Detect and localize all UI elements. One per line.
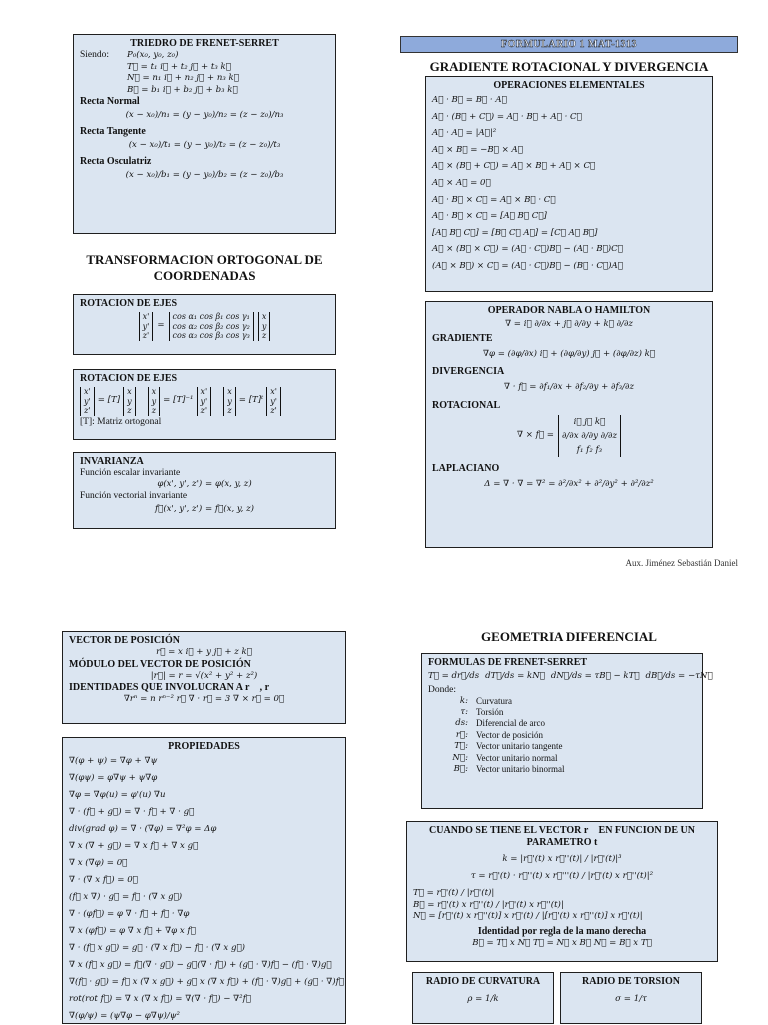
legend-description: Vector de posición (476, 729, 543, 740)
invariance-box (73, 452, 336, 529)
operation-line: A⃗ · (B⃗ + C⃗) = A⃗ · B⃗ + A⃗ · C⃗ (432, 111, 582, 122)
gradient-section-title: GRADIENTE ROTACIONAL Y DIVERGENCIA (429, 59, 709, 74)
property-line: (f⃗ x ∇) · g⃗ = f⃗ · (∇ x g⃗) (69, 892, 183, 902)
radius-torsion-title: RADIO DE TORSION (582, 976, 680, 987)
property-line: ∇(φ/ψ) = (ψ∇φ − φ∇ψ)/ψ² (69, 1011, 180, 1021)
operation-line: A⃗ × (B⃗ + C⃗) = A⃗ × B⃗ + A⃗ × C⃗ (432, 161, 596, 172)
modulus-title: MÓDULO DEL VECTOR DE POSICIÓN (69, 658, 251, 670)
properties-list (69, 753, 344, 1025)
legend-description: Vector unitario normal (476, 752, 558, 763)
position-vector-title: VECTOR DE POSICIÓN (69, 635, 180, 646)
author-credit: Aux. Jiménez Sebastián Daniel (625, 558, 738, 568)
legend-description: Vector unitario tangente (476, 741, 563, 752)
property-line: ∇(f⃗ · g⃗) = f⃗ x (∇ x g⃗) + g⃗ x (∇ x f⃗) + (f⃗ · ∇)g⃗ + (g⃗ · ∇)f⃗ (69, 977, 344, 987)
property-line: ∇ x (∇ + g⃗) = ∇ x f⃗ + ∇ x g⃗ (69, 841, 199, 851)
property-line: ∇(φψ) = φ∇ψ + ψ∇φ (69, 773, 158, 783)
property-line: rot(rot f⃗) = ∇ x (∇ x f⃗) = ∇(∇ · f⃗) − ∇²f⃗ (69, 994, 251, 1004)
frenet-legend (428, 696, 696, 776)
vector-invariant-label: Función vectorial invariante (80, 490, 188, 501)
legend-row (428, 718, 696, 729)
nabla-title: OPERADOR NABLA O HAMILTON (487, 305, 651, 316)
scalar-invariant-label: Función escalar invariante (80, 468, 181, 478)
operation-line: [A⃗ B⃗ C⃗] = [B⃗ C⃗ A⃗] = [C⃗ A⃗ B⃗] (432, 227, 598, 238)
normal-line-eq: (x − x₀)/n₁ = (y − y₀)/n₂ = (z − z₀)/n₃ (125, 110, 284, 121)
radius-torsion-eq: σ = 1/τ (615, 994, 647, 1004)
modulus-eq: |r⃗| = r = √(x² + y² + z²) (150, 670, 258, 681)
rotation-title-1: ROTACION DE EJES (80, 298, 178, 309)
identities-eq: ∇rⁿ = n rⁿ⁻² r⃗ ∇ · r⃗ = 3 ∇ × r⃗ = 0⃗ (123, 694, 285, 705)
normal-vector-def: N⃗ = n₁ i⃗ + n₂ j⃗ + n₃ k⃗ (127, 73, 239, 84)
frenet-eq-4: dB⃗/ds = −τN⃗ (645, 671, 713, 681)
operation-line: A⃗ · B⃗ × C⃗ = A⃗ × B⃗ · C⃗ (432, 194, 556, 205)
operation-line: A⃗ · B⃗ = B⃗ · A⃗ (432, 95, 507, 105)
property-line: ∇ x (f⃗ x g⃗) = f⃗(∇ · g⃗) − g⃗(∇ · f⃗) + (g⃗ · ∇)f⃗ − (f⃗ · ∇)g⃗ (69, 960, 332, 970)
elementary-operations-title: OPERACIONES ELEMENTALES (493, 80, 645, 91)
vector-invariant-eq: f⃗(x', y', z') = f⃗(x, y, z) (154, 503, 254, 514)
siendo-label: Siendo: (80, 50, 110, 60)
frenet-triedro-title: TRIEDRO DE FRENET-SERRET (130, 38, 279, 49)
legend-description: Vector unitario binormal (476, 764, 565, 775)
tangent-vector-def: T⃗ = t₁ i⃗ + t₂ j⃗ + t₃ k⃗ (127, 61, 231, 72)
operation-line: A⃗ × B⃗ = −B⃗ × A⃗ (432, 144, 523, 155)
property-line: ∇ · (f⃗ + g⃗) = ∇ · f⃗ + ∇ · g⃗ (69, 807, 195, 817)
normal-line-label: Recta Normal (80, 96, 140, 108)
transform-eq-2: = [T]⁻¹ (163, 395, 194, 406)
position-vector-box (62, 631, 346, 724)
legend-row (428, 741, 696, 752)
rotation-box-1: ROTACION DE EJES x' y' z' = cos α₁ cos β₁ cos γ₁ cos α₂ cos β₂ cos γ₂ cos α₃ cos β₃ cos γ₃ x y z (73, 294, 336, 355)
legend-description: Torsión (476, 707, 504, 717)
geometry-section-title: GEOMETRIA DIFERENCIAL (481, 629, 657, 644)
gradient-label: GRADIENTE (432, 332, 493, 344)
property-line: ∇φ = ∇φ(u) = φ'(u) ∇u (69, 790, 166, 800)
normal-param-eq: N⃗ = [r⃗'(t) x r⃗''(t)] x r⃗'(t) / |[r⃗'(t) x r⃗''(t)] x r⃗'(t)| (413, 911, 643, 922)
frenet-eq-1: T⃗ = dr⃗/ds (428, 671, 480, 681)
rotation-box-2: ROTACION DE EJES x' y' z' = [T] x y z x y z = [T]⁻¹ x' y' z' x y z = [T]ᵗ x' y' z' [T]: Matriz ortogonal (73, 369, 336, 440)
point-p0: P₀(x₀, y₀, z₀) (127, 50, 179, 60)
transform-section-title: TRANSFORMACION ORTOGONAL DE COORDENADAS (86, 252, 323, 283)
donde-label: Donde: (428, 684, 456, 695)
nabla-eq: ∇ = i⃗ ∂/∂x + j⃗ ∂/∂y + k⃗ ∂/∂z (505, 319, 633, 329)
formulario-banner: FORMULARIO 1 MAT-1313 (400, 36, 738, 53)
legend-row (428, 730, 696, 741)
radius-curvature-box (412, 972, 554, 1024)
invariance-title: INVARIANZA (80, 456, 144, 467)
scalar-invariant-eq: φ(x', y', z') = φ(x, y, z) (157, 479, 252, 489)
transform-eq-1: = [T] (97, 395, 121, 406)
legend-symbol: N⃗: (452, 752, 468, 763)
operation-line: (A⃗ × B⃗) × C⃗ = (A⃗ · C⃗)B⃗ − (B⃗ · C⃗)A⃗ (432, 260, 623, 271)
orthogonal-matrix-note: [T]: Matriz ortogonal (80, 416, 162, 427)
rotational-label: ROTACIONAL (432, 399, 501, 411)
legend-row (428, 753, 696, 764)
coords-matrix: x y z (258, 312, 271, 341)
property-line: ∇ · (φf⃗) = φ ∇ · f⃗ + f⃗ · ∇φ (69, 909, 190, 919)
direction-cosine-matrix: cos α₁ cos β₁ cos γ₁ cos α₂ cos β₂ cos γ₂ cos α₃ cos β₃ cos γ₃ (169, 312, 254, 341)
elementary-operations-list (432, 92, 706, 275)
curvature-eq: k = |r⃗'(t) x r⃗''(t)| / |r⃗'(t)|³ (502, 854, 622, 864)
right-hand-rule-eq: B⃗ = T⃗ x N⃗ T⃗ = N⃗ x B⃗ N⃗ = B⃗ x T⃗ (472, 937, 652, 948)
property-line: ∇(φ + ψ) = ∇φ + ∇ψ (69, 756, 158, 766)
torsion-eq: τ = r⃗'(t) · r⃗''(t) x r⃗'''(t) / |r⃗'(t) x r⃗''(t)|² (470, 870, 654, 881)
transform-eq-3: = [T]ᵗ (238, 395, 264, 406)
divergence-eq: ∇ · f⃗ = ∂f₁/∂x + ∂f₂/∂y + ∂f₃/∂z (504, 382, 634, 393)
radius-curvature-title: RADIO DE CURVATURA (425, 976, 541, 987)
frenet-formulas-box (421, 653, 713, 809)
legend-symbol: τ: (460, 707, 468, 717)
right-hand-rule-title: Identidad por regla de la mano derecha (477, 925, 647, 937)
gradient-eq: ∇φ = (∂φ/∂x) i⃗ + (∂φ/∂y) j⃗ + (∂φ/∂z) k⃗ (482, 348, 656, 359)
parameter-box (406, 821, 718, 962)
properties-box (62, 737, 346, 1024)
nabla-operator-box (425, 301, 713, 548)
property-line: ∇ · (∇ x f⃗) = 0⃗ (69, 875, 138, 885)
radius-torsion-box (560, 972, 702, 1024)
legend-symbol: r⃗: (455, 729, 468, 740)
property-line: ∇ x (φf⃗) = φ ∇ x f⃗ + ∇φ x f⃗ (69, 926, 196, 936)
frenet-formulas-title: FORMULAS DE FRENET-SERRET (428, 657, 588, 668)
legend-symbol: T⃗: (454, 741, 468, 752)
binormal-vector-def: B⃗ = b₁ i⃗ + b₂ j⃗ + b₃ k⃗ (127, 84, 238, 95)
binormal-param-eq: B⃗ = r⃗'(t) x r⃗''(t) / |r⃗'(t) x r⃗''(t)| (413, 899, 564, 910)
radius-curvature-eq: ρ = 1/k (467, 994, 499, 1004)
operation-line: A⃗ × A⃗ = 0⃗ (432, 177, 491, 188)
legend-symbol: ds: (455, 718, 468, 729)
osculating-line-eq: (x − x₀)/b₁ = (y − y₀)/b₂ = (z − z₀)/b₃ (125, 169, 284, 180)
laplacian-eq: Δ = ∇ · ∇ = ∇² = ∂²/∂x² + ∂²/∂y² + ∂²/∂z² (484, 478, 654, 489)
legend-row (428, 707, 696, 718)
frenet-eq-2: dT⃗/ds = kN⃗ (485, 671, 545, 681)
identities-title: IDENTIDADES QUE INVOLUCRAN A r⃗ , r (69, 682, 270, 694)
property-line: ∇ · (f⃗ x g⃗) = g⃗ · (∇ x f⃗) − f⃗ · (∇ x g⃗) (69, 943, 245, 953)
legend-row (428, 764, 696, 775)
tangent-line-eq: (x − x₀)/t₁ = (y − y₀)/t₂ = (z − z₀)/t₃ (128, 139, 281, 150)
property-line: ∇ x (∇φ) = 0⃗ (69, 858, 128, 868)
laplacian-label: LAPLACIANO (432, 462, 500, 474)
elementary-operations-box (425, 76, 713, 292)
legend-symbol: B⃗: (453, 764, 468, 775)
frenet-triedro-box (73, 34, 336, 234)
parameter-title: CUANDO SE TIENE EL VECTOR r⃗ EN FUNCION DE UN PARAMETRO t (429, 825, 695, 848)
operation-line: A⃗ × (B⃗ × C⃗) = (A⃗ · C⃗)B⃗ − (A⃗ · B⃗)C⃗ (432, 244, 623, 255)
frenet-eq-3: dN⃗/ds = τB⃗ − kT⃗ (550, 671, 640, 681)
position-vector-eq: r⃗ = x i⃗ + y j⃗ + z k⃗ (156, 647, 252, 657)
rotational-determinant: i⃗ j⃗ k⃗ ∂/∂x ∂/∂y ∂/∂z f₁ f₂ f₃ (558, 415, 621, 457)
tangent-param-eq: T⃗ = r⃗'(t) / |r⃗'(t)| (413, 888, 495, 899)
primed-coords-matrix: x' y' z' (139, 312, 154, 341)
osculating-line-label: Recta Osculatriz (80, 155, 152, 167)
legend-row (428, 696, 696, 707)
legend-description: Curvatura (476, 695, 512, 706)
operation-line: A⃗ · B⃗ × C⃗ = [A⃗ B⃗ C⃗] (432, 211, 547, 222)
operation-line: A⃗ · A⃗ = |A⃗|² (432, 128, 497, 139)
legend-symbol: k: (459, 695, 468, 706)
rotation-title-2: ROTACION DE EJES (80, 373, 178, 384)
properties-title: PROPIEDADES (168, 741, 240, 752)
divergence-label: DIVERGENCIA (432, 366, 505, 378)
property-line: div(grad φ) = ∇ · (∇φ) = ∇²φ = Δφ (69, 824, 217, 834)
rotational-lhs: ∇ × f⃗ = (517, 429, 554, 440)
legend-description: Diferencial de arco (476, 718, 545, 729)
tangent-line-label: Recta Tangente (80, 125, 146, 137)
